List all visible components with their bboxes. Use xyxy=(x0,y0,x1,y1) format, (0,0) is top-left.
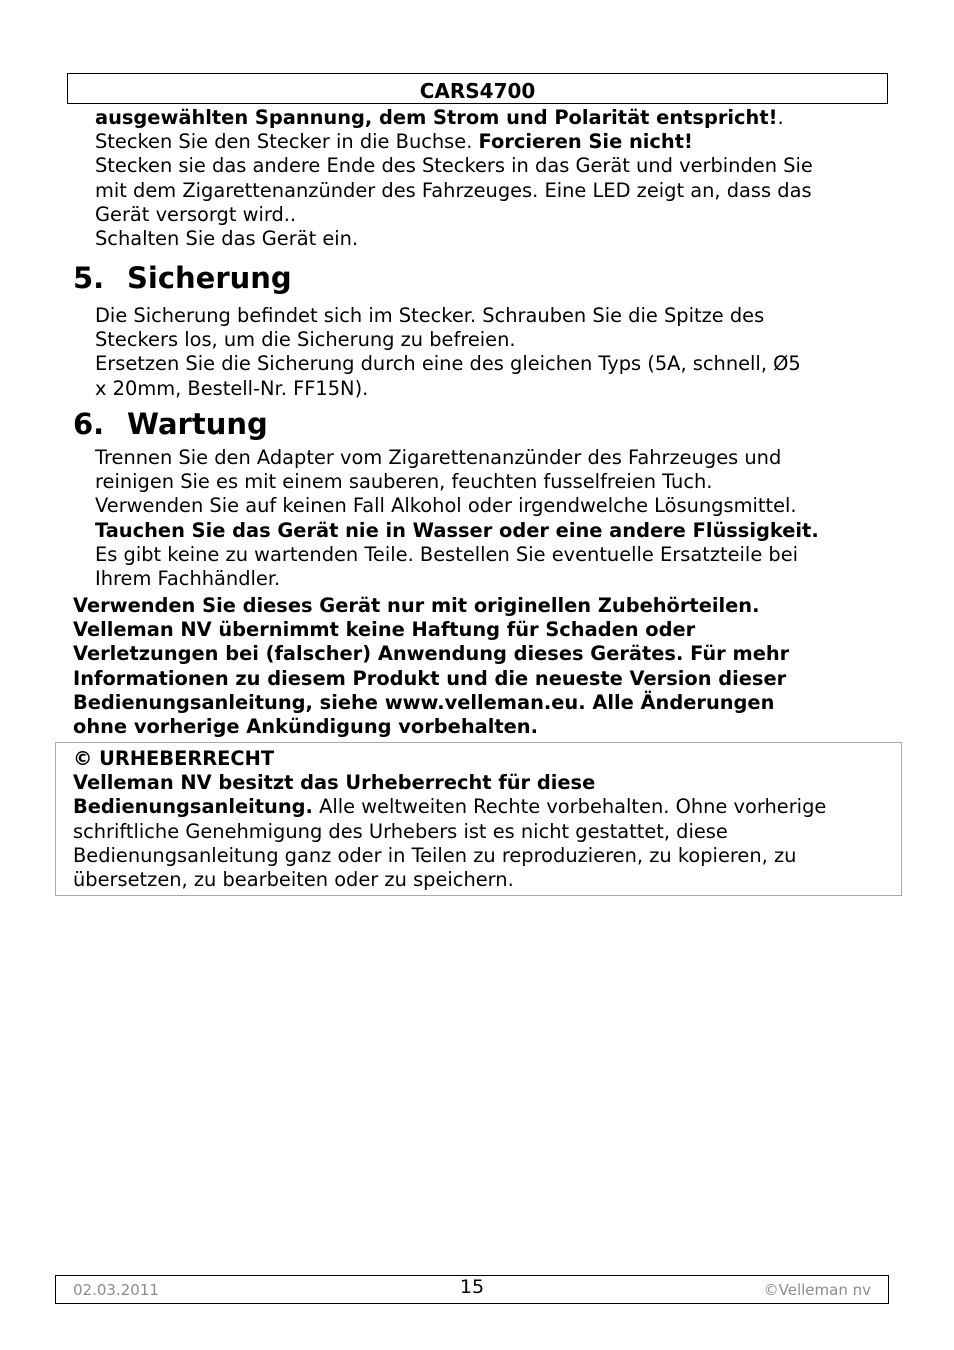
page-number: 15 xyxy=(459,1276,485,1298)
section-6-title: Wartung xyxy=(127,407,268,441)
section-5-title: Sicherung xyxy=(127,261,292,295)
intro-block xyxy=(95,106,895,251)
section-5-line-4: x 20mm, Bestell-Nr. FF15N). xyxy=(95,376,369,400)
section-6-line-6: Ihrem Fachhändler. xyxy=(95,567,281,591)
section-6-number: 6. xyxy=(73,407,105,441)
copyright-box xyxy=(55,742,902,896)
intro-line-2-text: Stecken Sie den Stecker in die Buchse. xyxy=(95,130,479,154)
copyright-heading: © URHEBERRECHT xyxy=(73,747,275,770)
notice-line-4: Informationen zu diesem Produkt und die neueste Version dieser xyxy=(73,666,787,690)
notice-line-3: Verletzungen bei (falscher) Anwendung dieses Gerätes. Für mehr xyxy=(73,642,790,666)
copyright-line-1: Velleman NV besitzt das Urheberrecht für diese xyxy=(73,771,596,795)
section-5-number: 5. xyxy=(73,261,105,295)
intro-warning-bold: ausgewählten Spannung, dem Strom und Polarität entspricht! xyxy=(95,106,778,129)
section-6-heading xyxy=(73,408,268,440)
intro-line-5: Gerät versorgt wird.. xyxy=(95,202,297,226)
section-5-line-2: Steckers los, um die Sicherung zu befreien. xyxy=(95,328,516,352)
notice-line-6: ohne vorherige Ankündigung vorbehalten. xyxy=(73,715,538,739)
intro-line-4: mit dem Zigarettenanzünder des Fahrzeuges. Eine LED zeigt an, dass das xyxy=(95,178,812,202)
section-5-line-3: Ersetzen Sie die Sicherung durch eine des gleichen Typs (5A, schnell, Ø5 xyxy=(95,352,801,376)
copyright-line-2-bold: Bedienungsanleitung. xyxy=(73,795,313,819)
copyright-line-2 xyxy=(73,795,903,819)
section-5-heading xyxy=(73,262,292,294)
page-footer xyxy=(55,1275,889,1304)
copyright-line-2-text: Alle weltweiten Rechte vorbehalten. Ohne vorherige xyxy=(312,795,827,819)
intro-line-3: Stecken sie das andere Ende des Steckers in das Gerät und verbinden Sie xyxy=(95,154,813,178)
section-5-body xyxy=(95,304,895,401)
copyright-line-5: übersetzen, zu bearbeiten oder zu speichern. xyxy=(73,868,514,892)
footer-date: 02.03.2011 xyxy=(73,1281,159,1299)
liability-notice xyxy=(73,594,893,739)
model-title: CARS4700 xyxy=(419,79,536,103)
section-6-line-3: Verwenden Sie auf keinen Fall Alkohol oder irgendwelche Lösungsmittel. xyxy=(95,494,797,518)
section-6-line-2: reinigen Sie es mit einem sauberen, feuchten fusselfreien Tuch. xyxy=(95,470,713,494)
section-6-warning-bold: Tauchen Sie das Gerät nie in Wasser oder eine andere Flüssigkeit. xyxy=(95,518,819,542)
copyright-line-3: schriftliche Genehmigung des Urhebers ist es nicht gestattet, diese xyxy=(73,819,728,843)
section-6-line-5: Es gibt keine zu wartenden Teile. Bestellen Sie eventuelle Ersatzteile bei xyxy=(95,542,799,566)
intro-line-1 xyxy=(95,106,895,130)
section-6-line-1: Trennen Sie den Adapter vom Zigarettenanzünder des Fahrzeuges und xyxy=(95,446,782,469)
copyright-line-4: Bedienungsanleitung ganz oder in Teilen zu reproduzieren, zu kopieren, zu xyxy=(73,843,797,867)
document-header xyxy=(67,73,888,104)
notice-line-2: Velleman NV übernimmt keine Haftung für Schaden oder xyxy=(73,618,696,642)
copyright-content xyxy=(73,747,903,892)
footer-copyright: ©Velleman nv xyxy=(763,1281,871,1299)
intro-line-1-tail: . xyxy=(777,106,784,129)
intro-line-2 xyxy=(95,130,895,154)
section-5-line-1: Die Sicherung befindet sich im Stecker. Schrauben Sie die Spitze des xyxy=(95,304,765,327)
notice-line-1: Verwenden Sie dieses Gerät nur mit originellen Zubehörteilen. xyxy=(73,594,760,617)
notice-line-5: Bedienungsanleitung, siehe www.velleman.eu. Alle Änderungen xyxy=(73,690,775,714)
section-6-body xyxy=(95,446,895,591)
intro-line-6: Schalten Sie das Gerät ein. xyxy=(95,227,359,251)
intro-line-2-bold: Forcieren Sie nicht! xyxy=(478,130,693,154)
